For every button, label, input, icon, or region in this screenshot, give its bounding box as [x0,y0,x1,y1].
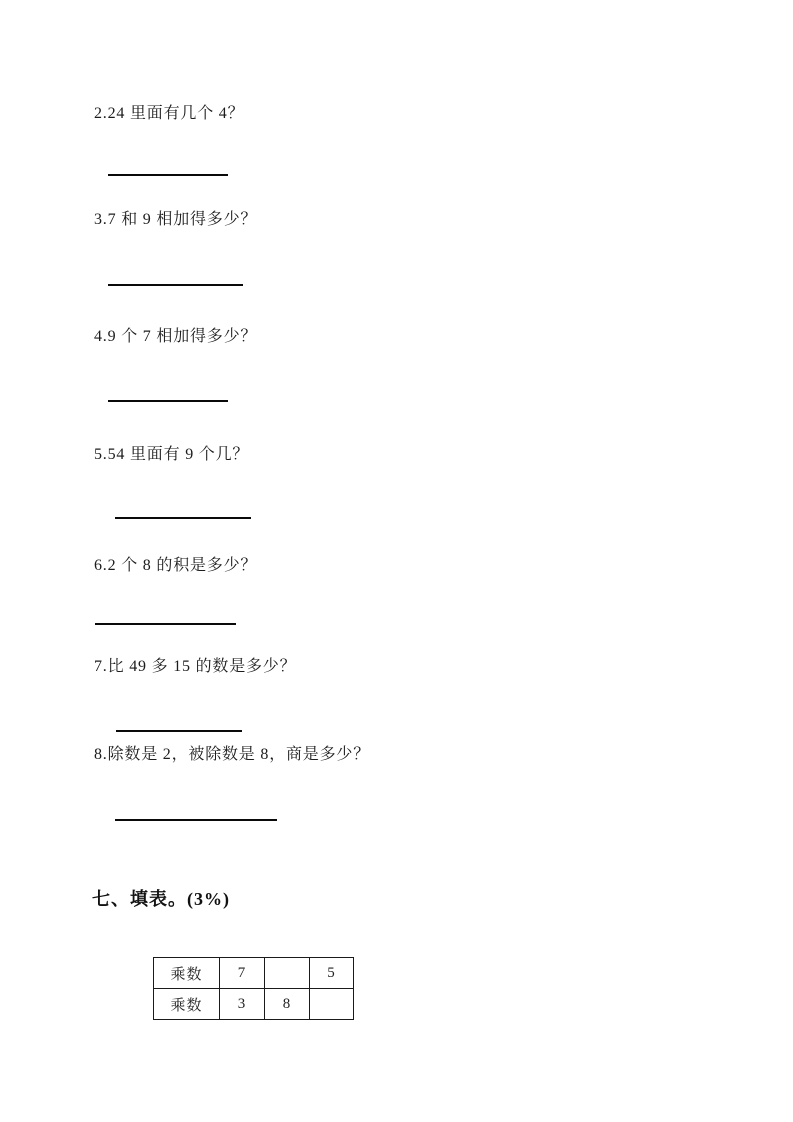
question-text-3: 3.7 和 9 相加得多少？ [94,211,258,228]
question-text-6: 6.2 个 8 的积是多少？ [94,557,258,574]
table-cell: 乘数 [154,958,220,989]
answer-blank-line-2 [108,174,228,176]
fill-table [153,957,354,1020]
question-text-8: 8.除数是 2，被除数是 8，商是多少？ [94,746,371,763]
question-text-4: 4.9 个 7 相加得多少？ [94,328,258,345]
question-text-7: 7.比 49 多 15 的数是多少？ [94,658,297,675]
table-row [154,958,354,989]
table-row [154,989,354,1020]
table-cell [310,989,354,1020]
table-cell: 乘数 [154,989,220,1020]
question-text-2: 2.24 里面有几个 4？ [94,105,245,122]
table-cell [265,958,310,989]
question-text-5: 5.54 里面有 9 个几？ [94,446,250,463]
answer-blank-line-7 [116,730,242,732]
answer-blank-line-3 [108,284,243,286]
answer-blank-line-5 [115,517,251,519]
table-cell: 5 [310,958,354,989]
table-cell: 8 [265,989,310,1020]
table-cell: 3 [220,989,265,1020]
table-cell: 7 [220,958,265,989]
answer-blank-line-8 [115,819,277,821]
answer-blank-line-4 [108,400,228,402]
answer-blank-line-6 [95,623,236,625]
section-heading: 七、填表。(3%) [92,889,230,909]
